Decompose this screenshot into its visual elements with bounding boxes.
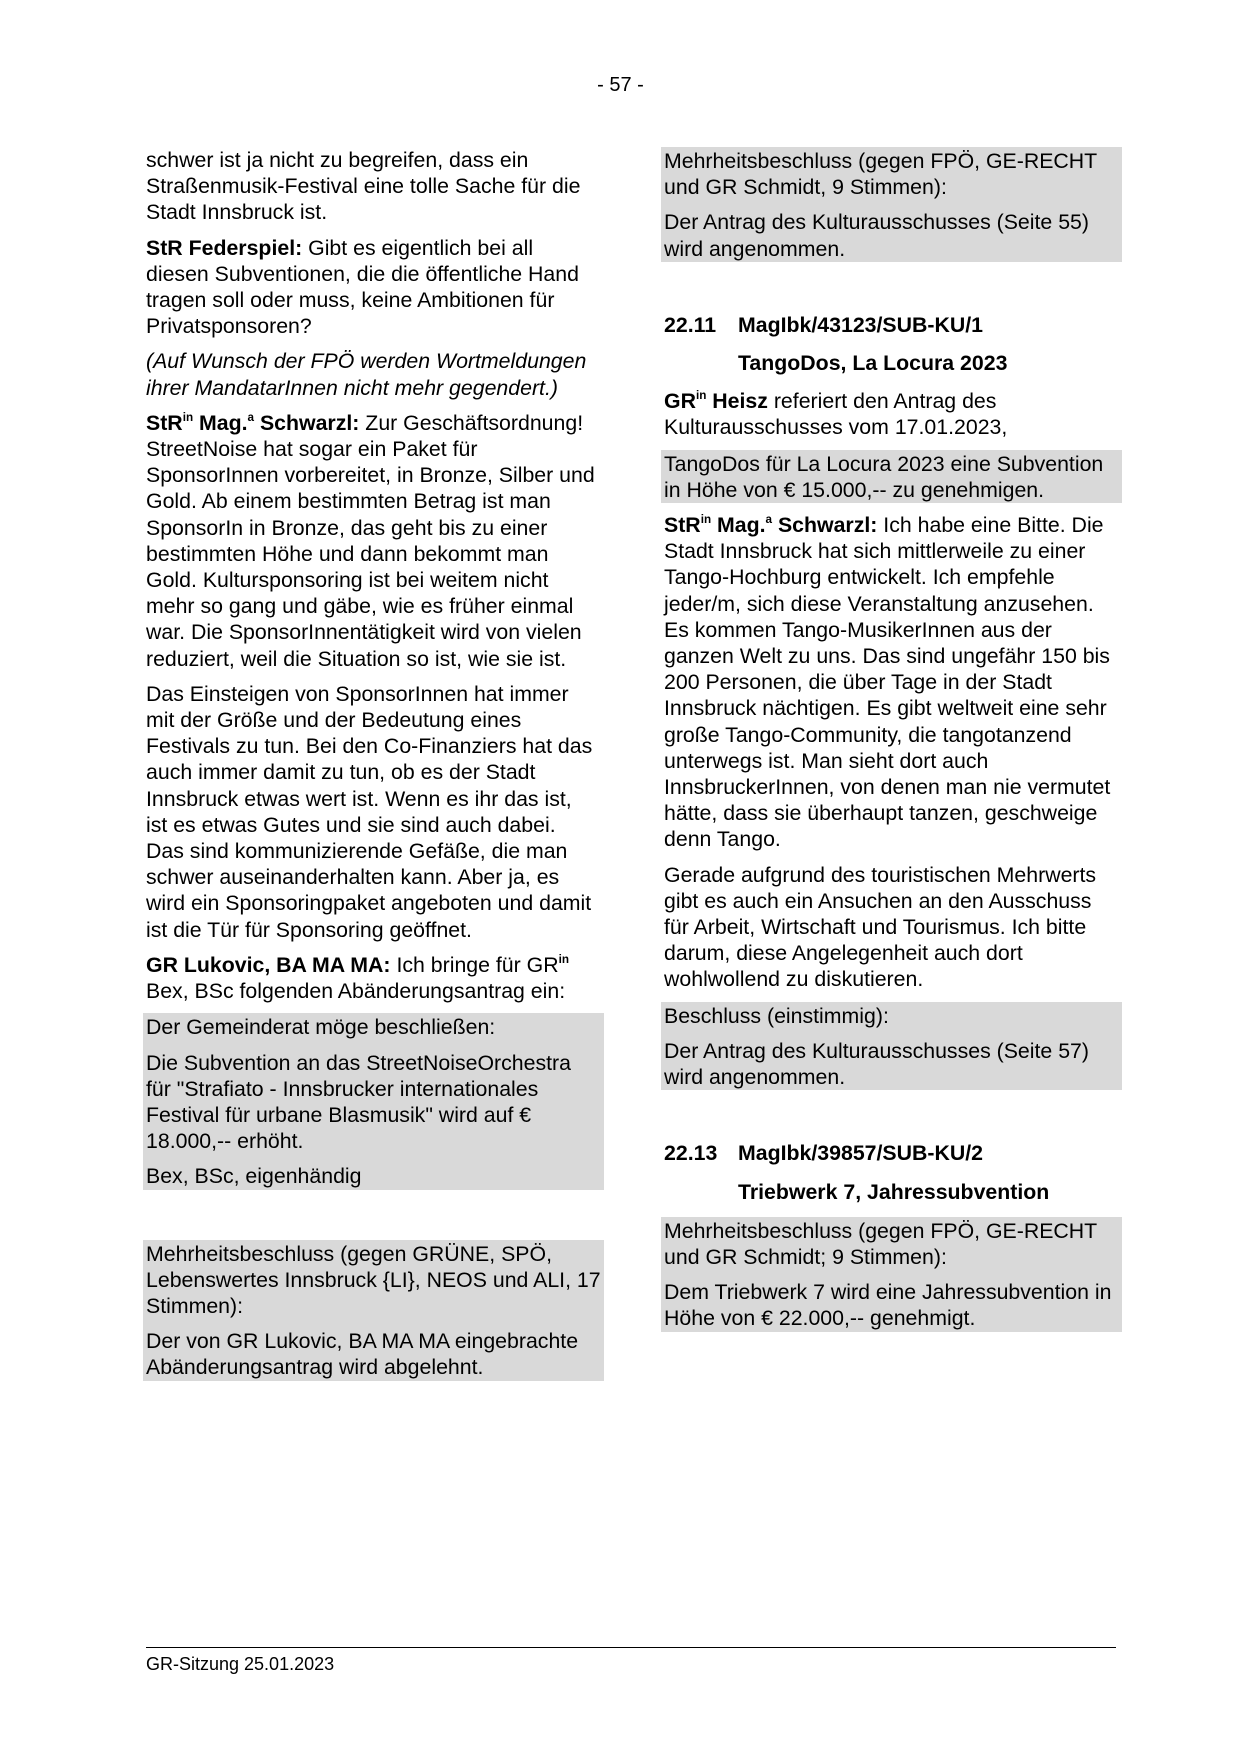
motion-box (661, 450, 1122, 503)
footer: GR-Sitzung 25.01.2023 (146, 1654, 335, 1674)
section-title: TangoDos, La Locura 2023 (738, 351, 1008, 376)
paragraph: Gerade aufgrund des touristischen Mehrwerts gibt es auch ein Ansuchen an den Ausschuss für Arbeit, Wirtschaft und Tourismus. Ich bitte darum, diese Angelegenheit auch dort wohlwollend zu diskutieren. (664, 862, 1097, 992)
speech-federspiel (146, 235, 598, 340)
speaker-name: StR Federspiel: (146, 235, 303, 260)
section-title: Triebwerk 7, Jahressubvention (738, 1179, 1050, 1204)
resolution-result: Dem Triebwerk 7 wird eine Jahressubvention in Höhe von € 22.000,-- genehmigt. (664, 1280, 1112, 1331)
section-22-13 (664, 1140, 1116, 1331)
speaker-name: StR$^{in}$ Mag.$^a$ Schwarzl: (146, 410, 360, 435)
amendment-box (143, 1013, 604, 1189)
resolution-box (661, 1217, 1122, 1332)
speaker-name: $GR^{in}$ Heisz (664, 389, 768, 414)
speech-schwarzl (146, 410, 598, 672)
paragraph: schwer ist ja nicht zu begreifen, dass ein Straßenmusik-Festival eine tolle Sache für die Stadt Innsbruck ist. (146, 148, 581, 225)
resolution-box (143, 1240, 604, 1381)
resolution-vote: Mehrheitsbeschluss (gegen FPÖ, GE-RECHT und GR Schmidt; 9 Stimmen): (664, 1218, 1097, 1269)
amendment-text: Die Subvention an das StreetNoiseOrchestra für "Strafiato - Innsbrucker internationales Festival für urbane Blasmusik" wird auf € 18.000,-- erhöht. (146, 1050, 571, 1154)
speech-text: Zur Geschäftsordnung! StreetNoise hat sogar ein Paket für SponsorInnen vorbereitet, in Bronze, Silber und Gold. Ab einem bestimmten Betrag ist man SponsorIn in Bronze, das geht bis zu einer bestimmten Höhe und dann bekommt man Gold. Kultursponsoring ist bei weitem nicht mehr so gang und gäbe, wie es früher einmal war. Die SponsorInnentätigkeit wird von vielen reduziert, weil die Situation so ist, wie sie ist. (146, 410, 595, 671)
motion-text: TangoDos für La Locura 2023 eine Subvention in Höhe von € 15.000,-- zu genehmigen. (664, 451, 1104, 502)
resolution-box (661, 1002, 1122, 1091)
resolution-box (661, 147, 1122, 262)
resolution-result: Der Antrag des Kulturausschusses (Seite 57) wird angenommen. (664, 1038, 1089, 1090)
speech-schwarzl: StR$^{in}$ Mag.$^a$ Schwarzl: Ich habe eine Bitte. Die Stadt Innsbruck hat sich mittlerweile zu einer Tango-Hochburg entwickelt. Ich empfehle jeder/m, sich diese Veranstaltung anzusehen. Es kommen Tango-MusikerInnen aus der ganzen Welt zu uns. Das sind ungefähr 150 bis 200 Personen, die über Tage in der Stadt Innsbruck nächtigen. Es gibt weltweit eine sehr große Tango-Community, die tangotanzend unterwegs ist. Man sieht dort auch InnsbruckerInnen, von denen man nie vermutet hätte, dass sie überhaupt tanzen, geschweige denn Tango. (664, 513, 1111, 852)
left-column (146, 147, 601, 1381)
speaker-name: StR$^{in}$ Mag.$^a$ Schwarzl: (664, 513, 878, 538)
footer-divider (146, 1647, 1116, 1648)
right-column (664, 147, 1116, 1332)
paragraph: Das Einsteigen von SponsorInnen hat immer mit der Größe und der Bedeutung eines Festivals zu tun. Bei den Co-Finanziers hat das auch immer damit zu tun, ob es der Stadt Innsbruck etwas wert ist. Wenn es ihr das ist, ist es etwas Gutes und sie sind auch dabei. Das sind kommunizierende Gefäße, die man schwer auseinanderhalten kann. Aber ja, es wird ein Sponsoringpaket angeboten und damit ist die Tür für Sponsoring geöffnet. (146, 681, 593, 942)
page-number: - 57 - (597, 74, 644, 96)
speech-heisz: $GR^{in}$ Heisz referiert den Antrag des Kulturausschusses vom 17.01.2023, (664, 389, 1008, 440)
resolution-result: Der von GR Lukovic, BA MA MA eingebrachte Abänderungsantrag wird abgelehnt. (146, 1329, 579, 1380)
speech-lukovic: GR Lukovic, BA MA MA: Ich bringe für $GR^{in}$ Bex, BSc folgenden Abänderungsantrag ein: (146, 952, 570, 1004)
italic-note: (Auf Wunsch der FPÖ werden Wortmeldungen ihrer MandatarInnen nicht mehr gegendert.) (146, 349, 587, 400)
speech-text: Gibt es eigentlich bei all diesen Subventionen, die die öffentliche Hand tragen soll oder muss, keine Ambitionen für Privatsponsoren? (146, 235, 579, 339)
section-22-11 (664, 312, 1116, 1090)
resolution-vote: Mehrheitsbeschluss (gegen FPÖ, GE-RECHT und GR Schmidt, 9 Stimmen): (664, 149, 1097, 200)
resolution-result: Der Antrag des Kulturausschusses (Seite 55) wird angenommen. (664, 210, 1089, 261)
resolution-vote: Beschluss (einstimmig): (664, 1003, 889, 1028)
amendment-intro: Der Gemeinderat möge beschließen: (146, 1015, 496, 1040)
resolution-vote: Mehrheitsbeschluss (gegen GRÜNE, SPÖ, Lebenswertes Innsbruck {LI}, NEOS und ALI, 17 Stimmen): (146, 1241, 601, 1318)
section-heading: 22.11 MagIbk/43123/SUB-KU/1 (664, 312, 983, 337)
amendment-signature: Bex, BSc, eigenhändig (146, 1164, 362, 1189)
speaker-name: GR Lukovic, BA MA MA: (146, 952, 391, 977)
section-heading: 22.13 MagIbk/39857/SUB-KU/2 (664, 1141, 983, 1166)
